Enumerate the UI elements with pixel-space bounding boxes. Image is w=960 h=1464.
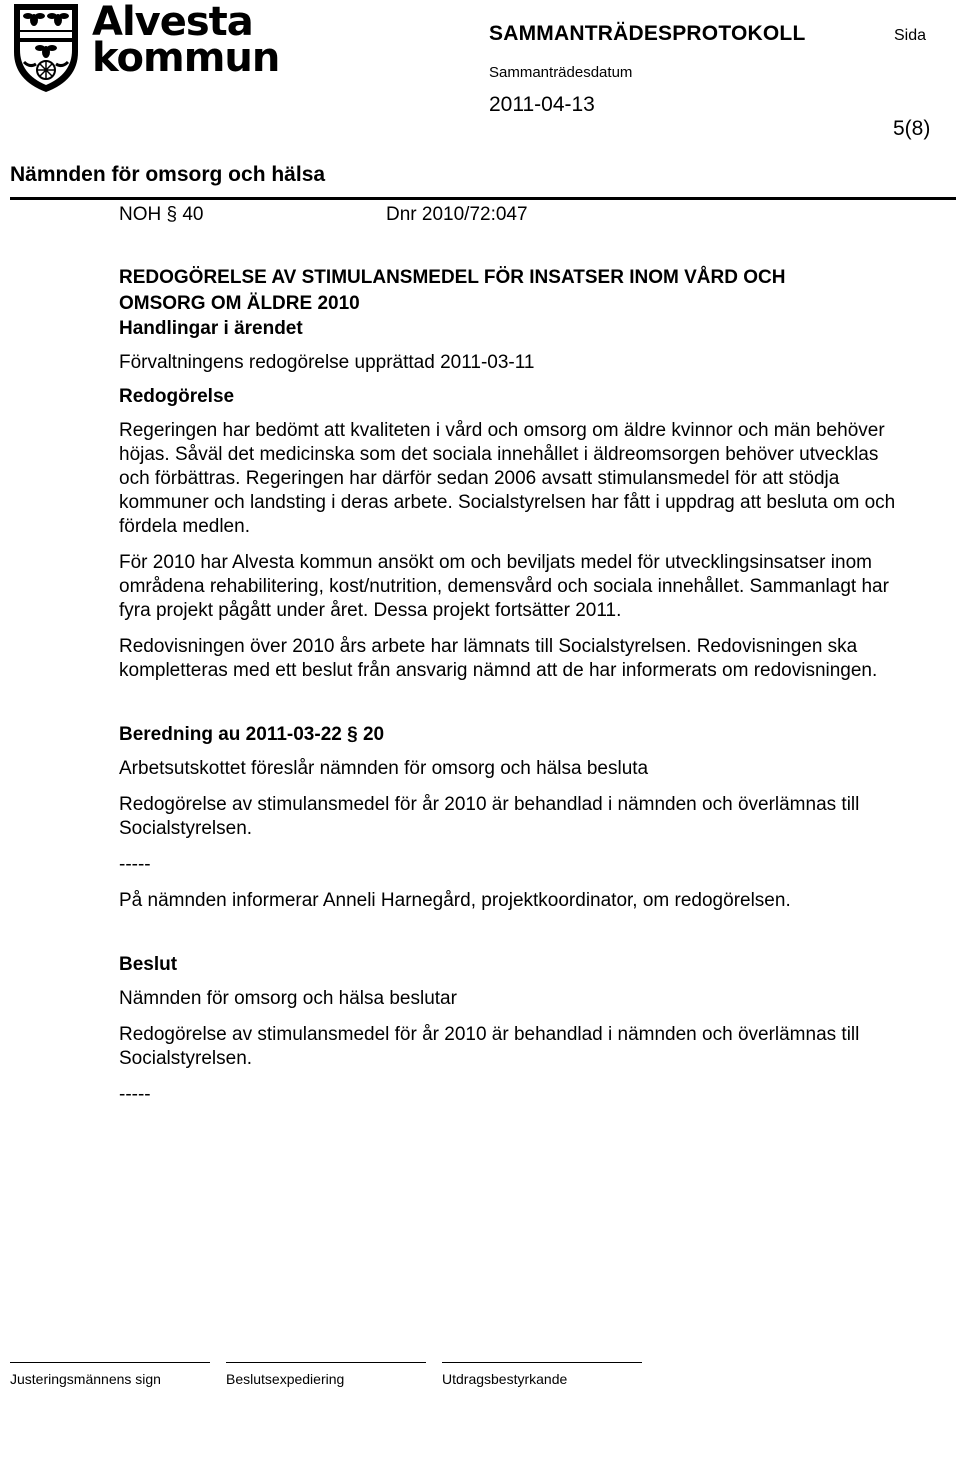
beslut-heading: Beslut [119, 954, 178, 975]
meeting-date: 2011-04-13 [489, 93, 595, 116]
footer-signature-label: Justeringsmännens sign [10, 1371, 161, 1387]
beredning-text-3: På nämnden informerar Anneli Harnegård, projektkoordinator, om redogörelsen. [119, 890, 791, 911]
beredning-dashes: ----- [119, 854, 151, 875]
handlingar-text: Förvaltningens redogörelse upprättad 2011-03-11 [119, 352, 535, 373]
beredning-heading: Beredning au 2011-03-22 § 20 [119, 724, 385, 745]
committee-name: Nämnden för omsorg och hälsa [10, 163, 326, 186]
redogorelse-paragraph-2: För 2010 har Alvesta kommun ansökt om och beviljats medel för utvecklingsinsatser inom områdena rehabilitering, kost/nutrition, demensvård och sociala innehållet. Sammanlagt har fyra projekt pågått under året. Dessa projekt fortsätter 2011. [119, 552, 889, 621]
meeting-date-label: Sammanträdesdatum [489, 64, 633, 81]
coat-of-arms-icon [10, 2, 82, 94]
document-title: SAMMANTRÄDESPROTOKOLL [489, 22, 806, 45]
page-number: 5(8) [893, 117, 931, 140]
beslut-text-2: Redogörelse av stimulansmedel för år 2010 är behandlad i nämnden och överlämnas till Socialstyrelsen. [119, 1024, 860, 1069]
beslut-text-1: Nämnden för omsorg och hälsa beslutar [119, 988, 457, 1009]
footer-dispatch-label: Beslutsexpediering [226, 1371, 345, 1387]
footer-certification-label: Utdragsbestyrkande [442, 1371, 568, 1387]
beslut-dashes: ----- [119, 1084, 151, 1105]
logo-wordmark [92, 0, 280, 81]
protocol-body [119, 203, 909, 1107]
handlingar-heading: Handlingar i ärendet [119, 318, 303, 339]
case-reference-line [119, 203, 909, 227]
case-title [119, 265, 879, 317]
footer-rule-2 [226, 1362, 426, 1363]
case-title-line1: REDOGÖRELSE AV STIMULANSMEDEL FÖR INSATSER INOM VÅRD OCH [119, 267, 786, 288]
header-divider [10, 197, 956, 200]
case-paragraph-id: NOH § 40 [119, 204, 204, 225]
redogorelse-paragraph-1: Regeringen har bedömt att kvaliteten i vård och omsorg om äldre kvinnor och män behöver höjas. Såväl det medicinska som det sociala innehållet i äldreomsorgen behöver utvecklas och förbättras. Regeringen har därför sedan 2006 avsatt stimulansmedel för att stödja kommuner och landsting i deras arbete. Socialstyrelsen har fått i uppdrag att besluta om och fördela medlen. [119, 420, 896, 537]
footer-rule-1 [10, 1362, 210, 1363]
page-label: Sida [894, 27, 927, 44]
case-diary-number: Dnr 2010/72:047 [386, 204, 528, 225]
logo-text-line2: kommun [92, 35, 280, 81]
redogorelse-heading: Redogörelse [119, 386, 235, 407]
beredning-text-2: Redogörelse av stimulansmedel för år 2010 är behandlad i nämnden och överlämnas till Socialstyrelsen. [119, 794, 860, 839]
redogorelse-paragraph-3: Redovisningen över 2010 års arbete har lämnats till Socialstyrelsen. Redovisningen ska kompletteras med ett beslut från ansvarig nämnd att de har informerats om redovisningen. [119, 636, 878, 681]
beredning-text-1: Arbetsutskottet föreslår nämnden för omsorg och hälsa besluta [119, 758, 649, 779]
case-title-line2: OMSORG OM ÄLDRE 2010 [119, 293, 360, 314]
logo-text-line1: Alvesta [92, 0, 253, 45]
footer-rule-3 [442, 1362, 642, 1363]
alvesta-kommun-logo [10, 0, 280, 94]
